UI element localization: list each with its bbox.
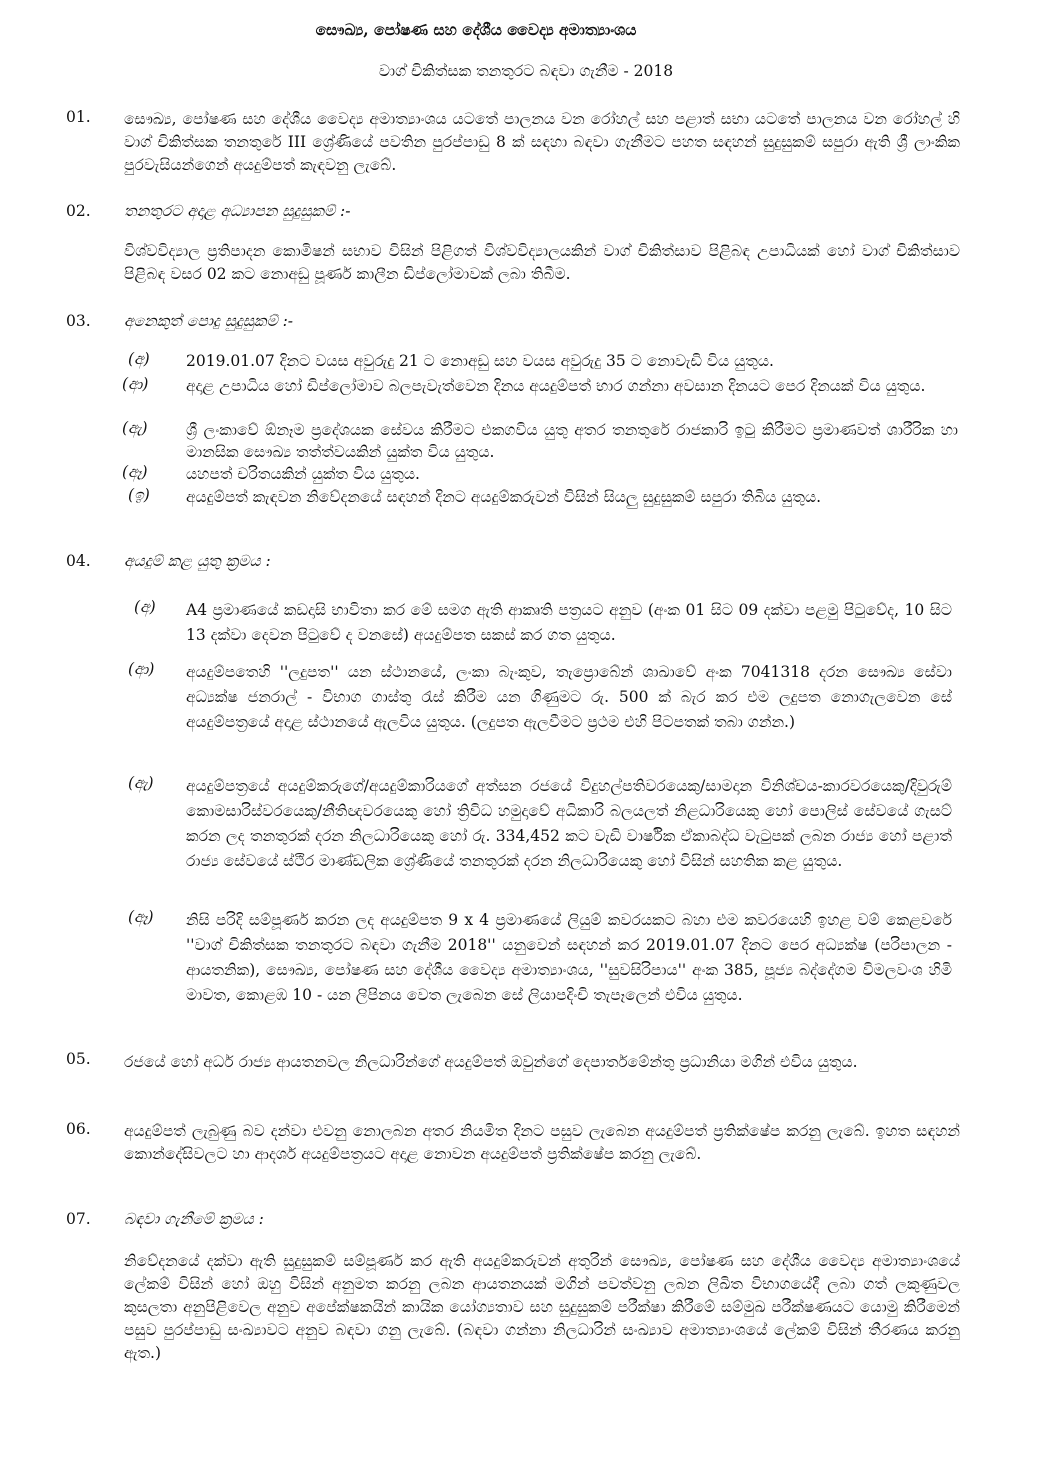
item-marker: (ඇ) [128, 774, 154, 792]
item-marker: (ඇ) [122, 419, 148, 437]
item-marker: (අ) [128, 350, 150, 368]
item-text: අයදුම්පත් කැඳවන නිවේදනයේ සඳහන් දිනට අයදුම්කරුවන් විසින් සියලු සුදුසුකම් සපුරා තිබිය යුතුය. [186, 488, 822, 506]
section-heading: අනෙකුත් පොදු සුදුසුකම් :- [124, 312, 294, 330]
item-text: යහපත් චරිතයකින් යුක්ත විය යුතුය. [186, 465, 420, 483]
section-number: 04. [66, 552, 91, 570]
ministry-title: සෞඛ්‍ය, පෝෂණ සහ දේශීය වෛද්‍ය අමාත්‍යාංශය [315, 20, 637, 39]
item-text: 2019.01.07 දිනට වයස අවුරුදු 21 ට නොඅඩු සහ වයස අවුරුදු 35 ට නොවැඩි විය යුතුය. [186, 352, 774, 370]
section-number: 06. [66, 1120, 91, 1138]
section-number: 07. [66, 1210, 91, 1228]
section-text: සෞඛ්‍ය, පෝෂණ සහ දේශීය වෛද්‍ය අමාත්‍යාංශය යටතේ පාලනය වන රෝහල් සහ පළාත් සභා යටතේ පාලනය වන රෝහල් හි වාග් චිකිත්සක තනතුරේ III ශ්‍රේණියේ පවතින පුරප්පාඩු 8 ක් සඳහා බඳවා ගැනීමට පහත සඳහන් සුදුසුකම් සපුරා ඇති ශ්‍රී ලාංකික පුරවැසියන්ගෙන් අයදුම්පත් කැඳවනු ලැබේ. [124, 110, 960, 174]
item-marker: (ඈ) [122, 463, 148, 481]
item-text: අයදුම්පත්‍රයේ අයදුම්කරුගේ/අයදුම්කාරියගේ අත්සන රජයේ විදුහල්පතිවරයෙකු/සාමදාන විනිශ්චය-කාරවරයෙකු/දිවුරුම් කොමසාරිස්වරයෙකු/නීතිඥවරයෙකු හෝ ත්‍රිවිධ හමුදාවේ අධිකාරි බලයලත් නිළධාරියෙකු හෝ පොලිස් සේවයේ ගැසට් කරන ලද තනතුරක් දරන නිලධාරියෙකු හෝ රු. 334,452 කට වැඩි වාර්ෂික ඒකාබද්ධ වැටුපක් ලබන රාජ්‍ය හෝ පළාත් රාජ්‍ය සේවයේ ස්ථිර මාණ්ඩලික ශ්‍රේණියේ තනතුරක් දරන නිලධාරියෙකු හෝ විසින් සහතික කළ යුතුය. [186, 777, 952, 870]
item-text: ශ්‍රී ලංකාවේ ඕනෑම ප්‍රදේශයක සේවය කිරීමට එකගවිය යුතු අතර තනතුරේ රාජකාරි ඉටු කිරීමට ප්‍රමාණවත් ශාරීරික හා මානසික සෞඛ්‍ය තත්ත්වයකින් යුක්ත විය යුතුය. [186, 421, 958, 461]
section-text: විශ්වවිද්‍යාල ප්‍රතිපාදන කොමිෂන් සභාව විසින් පිළිගත් විශ්වවිද්‍යාලයකින් වාග් චිකිත්සාව පිළිබඳ උපාධියක් හෝ වාග් චිකිත්සාව පිළිබඳ වසර 02 කට නොඅඩු පූර්ණ කාලීන ඩිප්ලෝමාවක් ලබා තිබීම. [124, 242, 960, 283]
section-number: 03. [66, 312, 91, 330]
section-text: රජයේ හෝ අර්ධ රාජ්‍ය ආයතනවල නිලධාරින්ගේ අයදුම්පත් ඔවුන්ගේ දෙපාර්තමේන්තු ප්‍රධානියා මගින් එවිය යුතුය. [124, 1053, 858, 1071]
section-heading: බඳවා ගැනීමේ ක්‍රමය : [124, 1210, 264, 1228]
item-text: අදාළ උපාධිය හෝ ඩිප්ලෝමාව බලපැවැත්වෙන දිනය අයදුම්පත් භාර ගන්නා අවසාන දිනයට පෙර දිනයක් විය යුතුය. [186, 377, 926, 395]
section-number: 02. [66, 202, 91, 220]
item-marker: (ඈ) [128, 908, 154, 926]
item-marker: (ආ) [128, 660, 155, 678]
section-text: අයදුම්පත් ලැබුණු බව දන්වා එවනු නොලබන අතර නියමිත දිනට පසුව ලැබෙන අයදුම්පත් ප්‍රතික්ෂේප කරනු ලැබේ. ඉහත සඳහන් කොන්දේසිවලට හා ආදර්ශ අයදුම්පත්‍රයට අදාළ නොවන අයදුම්පත් ප්‍රතික්ෂේප කරනු ලැබේ. [124, 1122, 960, 1163]
section-heading: අයදුම් කළ යුතු ක්‍රමය : [124, 552, 271, 570]
item-text: නිසි පරිදි සම්පූර්ණ කරන ලද අයදුම්පත 9 x 4 ප්‍රමාණයේ ලියුම් කවරයකට බහා එම කවරයෙහි ඉහළ වම් කෙළවරේ ''වාග් චිකිත්සක තනතුරට බඳවා ගැනීම 2018'' යනුවෙන් සඳහන් කර 2019.01.07 දිනට පෙර අධ්‍යක්ෂ (පරිපාලන - ආයතනික), සෞඛ්‍ය, පෝෂණ සහ දේශීය වෛද්‍ය අමාත්‍යාංශය, ''සුවසිරිපාය'' අංක 385, පූජ්‍ය බද්දේගම විමලවංශ හිමි මාවත, කොළඹ 10 - යන ලිපිනය වෙත ලැබෙන සේ ලියාපදිංචි තැපෑලෙන් එවිය යුතුය. [186, 911, 952, 1004]
item-marker: (ආ) [122, 375, 149, 393]
item-marker: (ඉ) [128, 486, 150, 504]
item-text: A4 ප්‍රමාණයේ කඩදාසි භාවිතා කර මේ සමග ඇති ආකෘති පත්‍රයට අනුව (අංක 01 සිට 09 දක්වා පළමු පිටුවේද, 10 සිට 13 දක්වා දෙවන පිටුවේ ද වනසේ) අයදුම්පත සකස් කර ගත යුතුය. [186, 601, 952, 644]
section-text: නිවේදනයේ දක්වා ඇති සුදුසුකම් සම්පූර්ණ කර ඇති අයදුම්කරුවන් අතුරින් සෞඛ්‍ය, පෝෂණ සහ දේශීය වෛද්‍ය අමාත්‍යාංශයේ ලේකම් විසින් හෝ ඔහු විසින් අනුමත කරනු ලබන ආයතනයක් මගින් පවත්වනු ලබන ලිඛිත විභාගයේදී ලබා ගත් ලකුණුවල කුසලතා අනුපිළිවෙල අනුව අපේක්ෂකයින් කායික යෝග්‍යතාව සහ සුදුසුකම් පරීක්ෂා කිරීමේ සම්මුඛ පරීක්ෂණයට යොමු කිරීමෙන් පසුව පුරප්පාඩු සංඛ්‍යාවට අනුව බඳවා ගනු ලැබේ. (බඳවා ගන්නා නිලධාරින් සංඛ්‍යාව අමාත්‍යාංශයේ ලේකම් විසින් තීරණය කරනු ඇත.) [124, 1252, 960, 1362]
section-number: 05. [66, 1050, 91, 1068]
section-number: 01. [66, 108, 91, 126]
item-marker: (අ) [134, 598, 156, 616]
section-heading: තනතුරට අදාළ අධ්‍යාපන සුදුසුකම් :- [124, 202, 351, 220]
item-text: අයදුම්පතෙහි ''ලදුපත'' යන ස්ථානයේ, ලංකා බැංකුව, තැප්‍රොබේන් ශාඛාවේ අංක 7041318 දරන සෞඛ්‍ය සේවා අධ්‍යක්ෂ ජනරාල් - විභාග ගාස්තු රැස් කිරීම යන ගිණුමට රු. 500 ක් බැර කර එම ලදුපත නොගැලවෙන සේ අයදුම්පත්‍රයේ අදාළ ස්ථානයේ ඇලවිය යුතුය. (ලදුපත ඇලවීමට ප්‍රථම එහි පිටපතක් තබා ගන්න.) [186, 663, 952, 731]
document-subject: වාග් චිකිත්සක තනතුරට බඳවා ගැනීම - 2018 [378, 62, 674, 80]
